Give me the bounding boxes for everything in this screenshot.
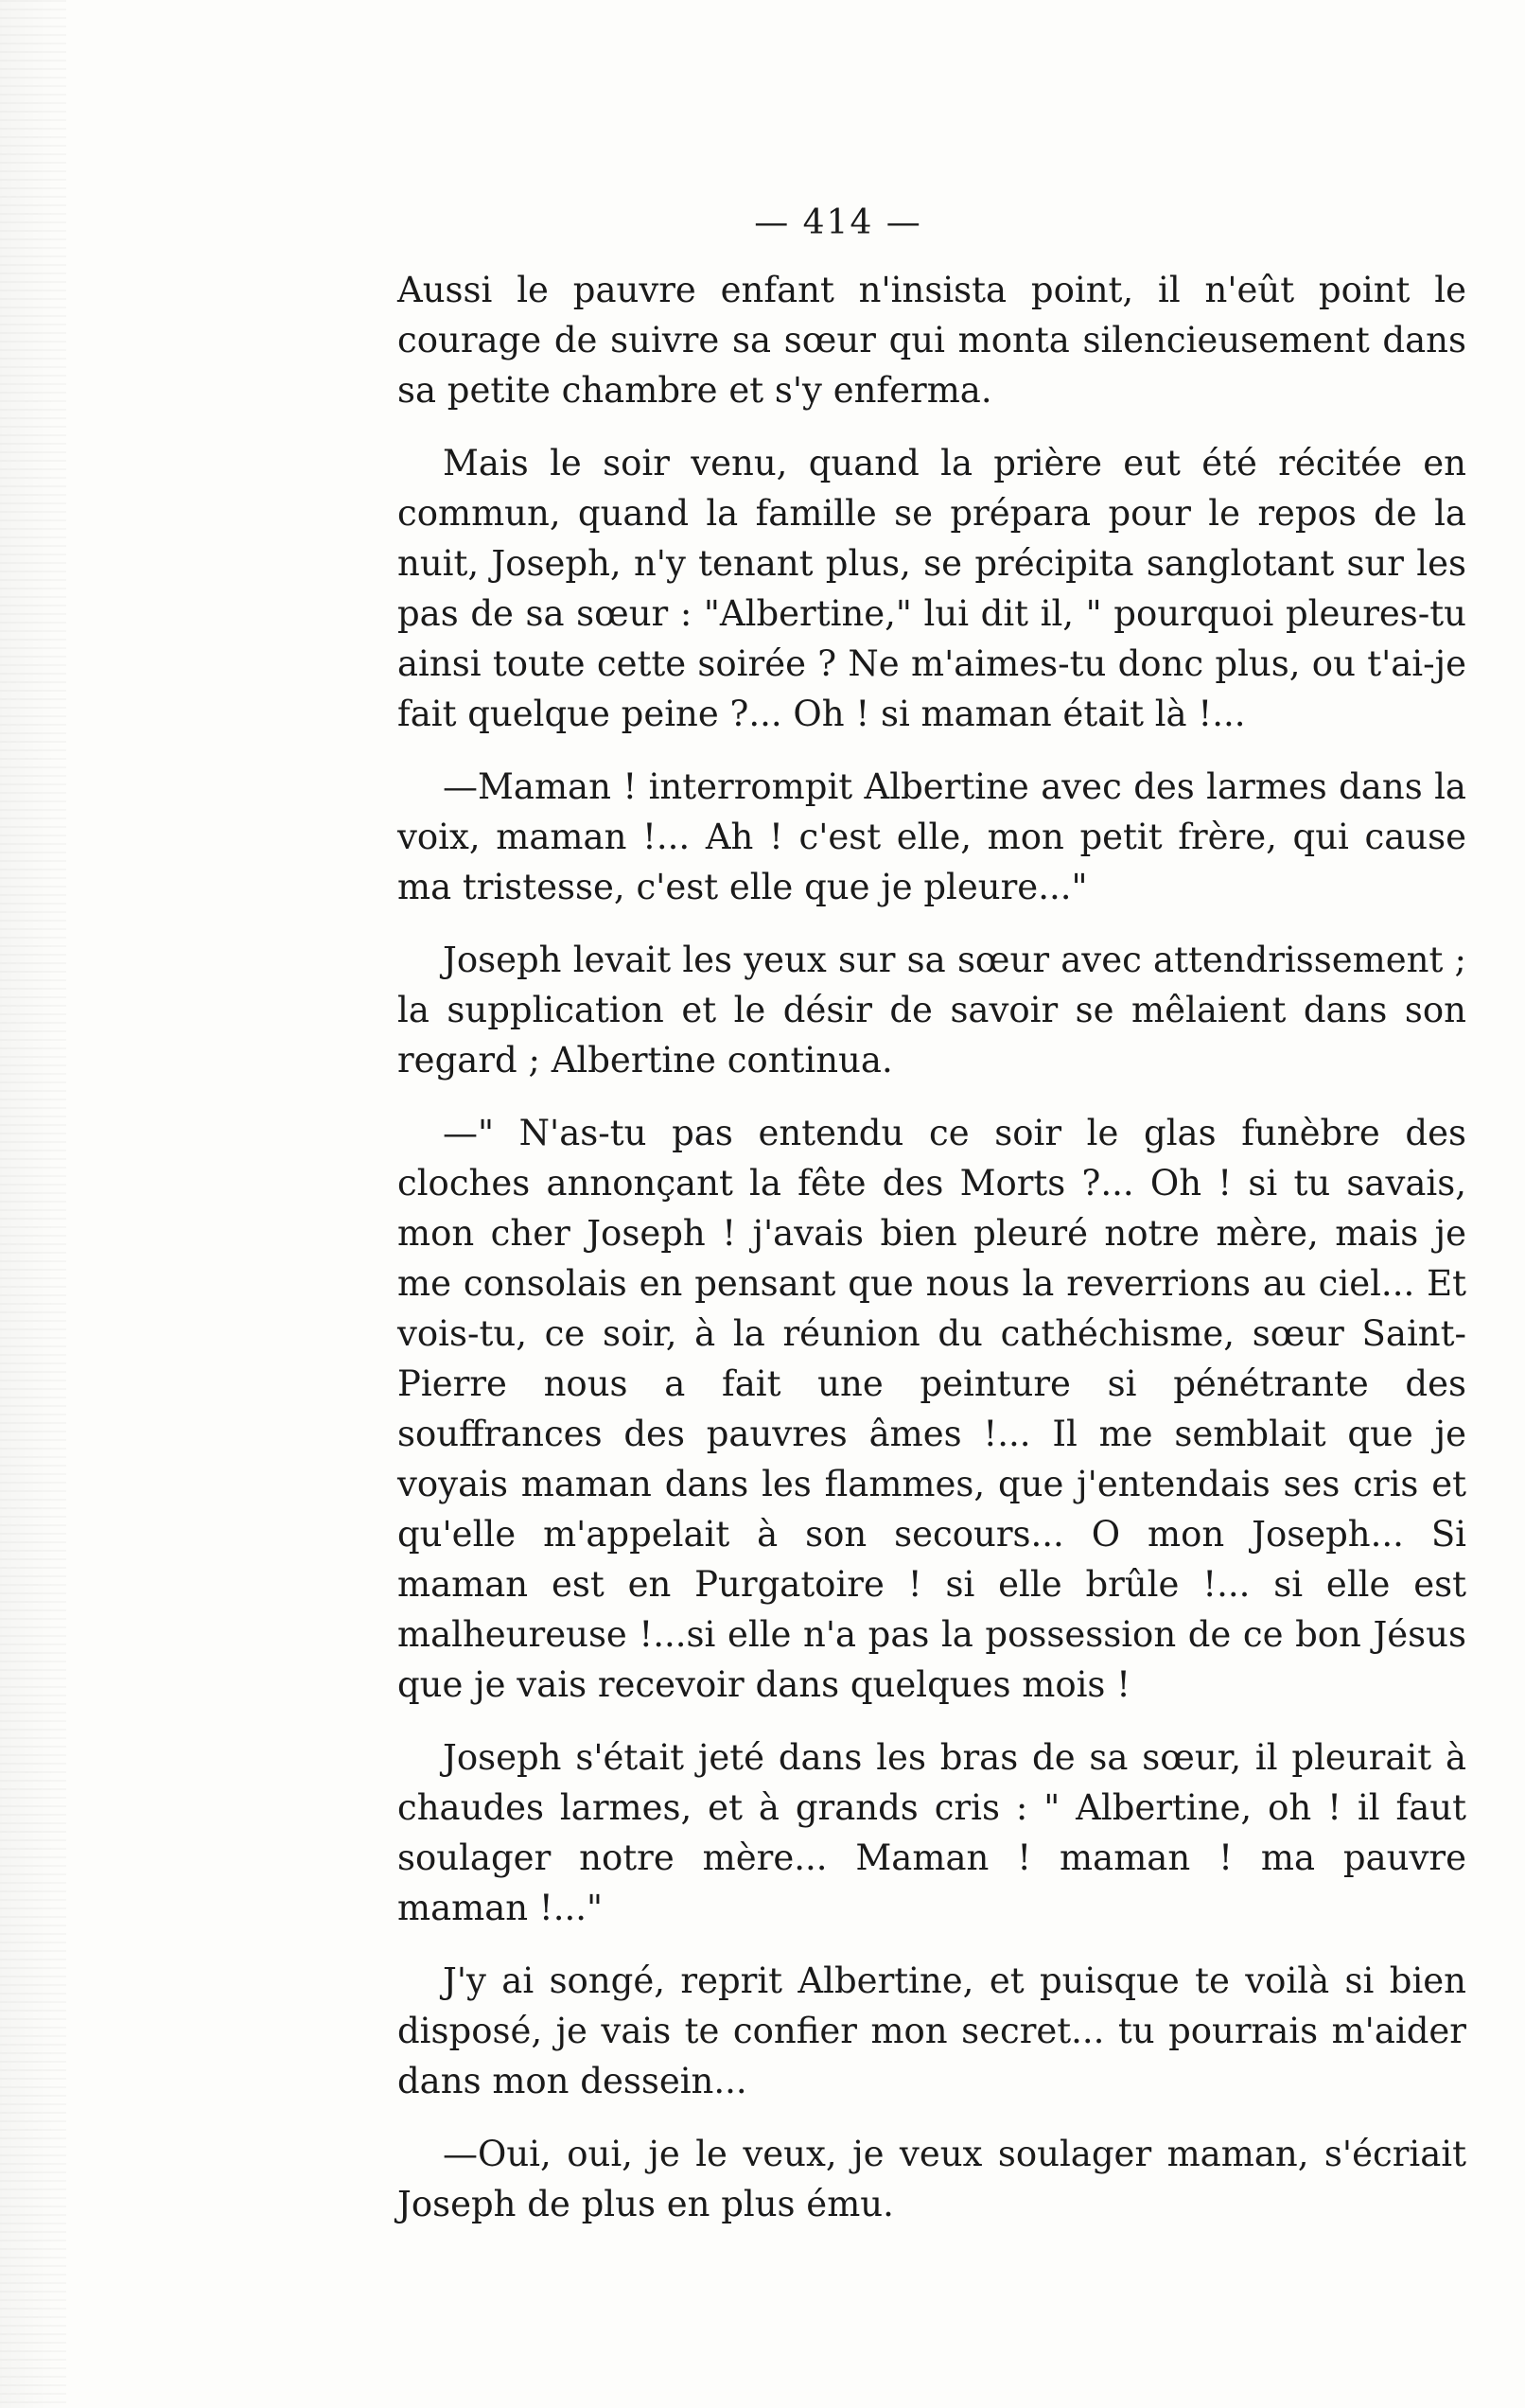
paragraph: Mais le soir venu, quand la prière eut été récitée en commun, quand la famille se prépara pour le repos de la nuit, Joseph, n'y tenant plus, se précipita sanglotant sur les pas de sa sœur : "Albertine," lui dit il, " pourquoi pleures-tu ainsi toute cette soirée ? Ne m'aimes-tu donc plus, ou t'ai-je fait quelque peine ?... Oh ! si maman était là !... (397, 443, 1466, 734)
page-number: — 414 — (754, 203, 922, 242)
paragraph: Joseph s'était jeté dans les bras de sa sœur, il pleurait à chaudes larmes, et à grands cris : " Albertine, oh ! il faut soulager notre mère... Maman ! maman ! ma pauvre maman !..." (397, 1737, 1466, 1928)
scanned-page-edge (0, 0, 66, 2408)
paragraph: Joseph levait les yeux sur sa sœur avec attendrissement ; la supplication et le désir de savoir se mêlaient dans son regard ; Albertine continua. (397, 940, 1466, 1081)
paragraph: Aussi le pauvre enfant n'insista point, il n'eût point le courage de suivre sa sœur qui monta silencieusement dans sa petite chambre et s'y enferma. (397, 270, 1466, 411)
body-text (397, 265, 1466, 2252)
paragraph: J'y ai songé, reprit Albertine, et puisque te voilà si bien disposé, je vais te confier mon secret... tu pourrais m'aider dans mon dessein... (397, 1960, 1466, 2101)
paragraph: —Maman ! interrompit Albertine avec des larmes dans la voix, maman !... Ah ! c'est elle, mon petit frère, qui cause ma tristesse, c'est elle que je pleure..." (397, 766, 1466, 907)
paragraph: —Oui, oui, je le veux, je veux soulager maman, s'écriait Joseph de plus en plus ému. (397, 2134, 1466, 2224)
paragraph: —" N'as-tu pas entendu ce soir le glas funèbre des cloches annonçant la fête des Morts ?... Oh ! si tu savais, mon cher Joseph ! j'avais bien pleuré notre mère, mais je me consolais en pensant que nous la reverrions au ciel... Et vois-tu, ce soir, à la réunion du cathéchisme, sœur Saint-Pierre nous a fait une peinture si pénétrante des souffrances des pauvres âmes !... Il me semblait que je voyais maman dans les flammes, que j'entendais ses cris et qu'elle m'appelait à son secours... O mon Joseph... Si maman est en Purgatoire ! si elle brûle !... si elle est malheureuse !...si elle n'a pas la possession de ce bon Jésus que je vais recevoir dans quelques mois ! (397, 1113, 1466, 1705)
